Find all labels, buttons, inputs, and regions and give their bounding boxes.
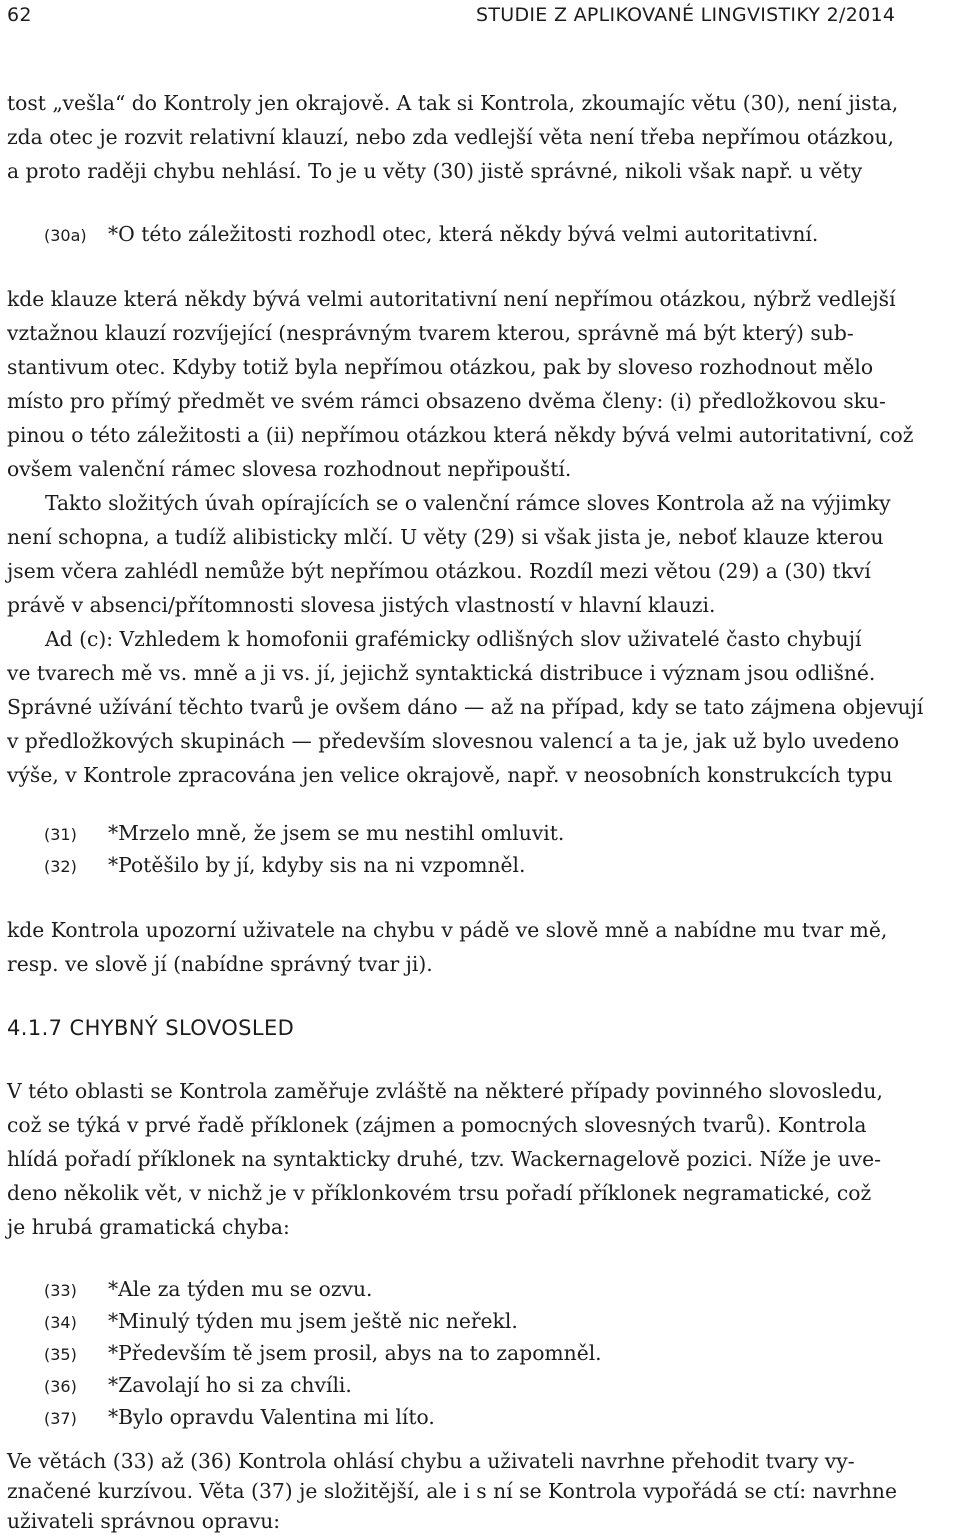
paragraph-line: Ve větách (33) až (36) Kontrola ohlásí chybu a uživateli navrhne přehodit tvary vy- [7,1449,855,1473]
paragraph-line: což se týká v prvé řadě příklonek (zájmen a pomocných slovesných tvarů). Kontrola [7,1113,867,1137]
journal-title: STUDIE Z APLIKOVANÉ LINGVISTIKY 2/2014 [476,4,896,26]
paragraph-line: značené kurzívou. Věta (37) je složitější, ale i s ní se Kontrola vypořádá se ctí: navrhne [7,1479,897,1503]
paragraph-line: je hrubá gramatická chyba: [7,1215,290,1239]
page-number: 62 [7,4,32,26]
paragraph-line: právě v absenci/přítomnosti slovesa jistých vlastností v hlavní klauzi. [7,593,716,617]
paragraph-line: uživateli správnou opravu: [7,1509,281,1533]
paragraph-line: výše, v Kontrole zpracována jen velice okrajově, např. v neosobních konstrukcích typu [7,763,893,787]
section-heading: 4.1.7 CHYBNÝ SLOVOSLED [7,1016,295,1040]
paragraph-line: V této oblasti se Kontrola zaměřuje zvláště na některé případy povinného slovosledu, [7,1079,883,1103]
example-sentence: *Potěšilo by jí, kdyby sis na ni vzpomněl. [108,853,526,877]
example-number: (35) [44,1345,77,1364]
paragraph-line: jsem včera zahlédl nemůže být nepřímou otázkou. Rozdíl mezi větou (29) a (30) tkví [7,559,871,583]
example-sentence: *Ale za týden mu se ozvu. [108,1277,373,1301]
example-number: (31) [44,825,77,844]
paragraph-line: stantivum otec. Kdyby totiž byla nepřímou otázkou, pak by sloveso rozhodnout mělo [7,355,874,379]
paragraph-line: ve tvarech mě vs. mně a ji vs. jí, jejichž syntaktická distribuce i význam jsou odlišné. [7,661,876,685]
example-sentence: *Zavolají ho si za chvíli. [108,1373,352,1397]
paragraph-line: deno několik vět, v nichž je v příklonkovém trsu pořadí příklonek negramatické, což [7,1181,872,1205]
paragraph-line: resp. ve slově jí (nabídne správný tvar ji). [7,952,433,976]
example-sentence: *Mrzelo mně, že jsem se mu nestihl omluvit. [108,821,565,845]
paragraph-line: vztažnou klauzí rozvíjející (nesprávným tvarem kterou, správně má být který) sub- [7,321,854,345]
example-number: (32) [44,857,77,876]
example-number: (37) [44,1409,77,1428]
example-sentence: *Především tě jsem prosil, abys na to zapomněl. [108,1341,602,1365]
paragraph-line: kde Kontrola upozorní uživatele na chybu v pádě ve slově mně a nabídne mu tvar mě, [7,918,888,942]
paragraph-line: místo pro přímý předmět ve svém rámci obsazeno dvěma členy: (i) předložkovou sku- [7,389,886,413]
example-sentence: *O této záležitosti rozhodl otec, která někdy bývá velmi autoritativní. [108,222,819,246]
paragraph-line: ovšem valenční rámec slovesa rozhodnout nepřipouští. [7,457,572,481]
paragraph-line: Ad (c): Vzhledem k homofonii grafémicky odlišných slov uživatelé často chybují [45,627,862,651]
paragraph-line: Takto složitých úvah opírajících se o valenční rámce sloves Kontrola až na výjimky [45,491,891,515]
paragraph-line: v předložkových skupinách — především slovesnou valencí a ta je, jak už bylo uvedeno [7,729,900,753]
example-number: (34) [44,1313,77,1332]
paragraph-line: hlídá pořadí příklonek na syntakticky druhé, tzv. Wackernagelově pozici. Níže je uve- [7,1147,881,1171]
example-sentence: *Bylo opravdu Valentina mi líto. [108,1405,435,1429]
example-number: (33) [44,1281,77,1300]
paragraph-line: není schopna, a tudíž alibisticky mlčí. U věty (29) si však jista je, neboť klauze kterou [7,525,884,549]
paragraph-line: Správné užívání těchto tvarů je ovšem dáno — až na případ, kdy se tato zájmena objevují [7,695,924,719]
paragraph-line: pinou o této záležitosti a (ii) nepřímou otázkou která někdy bývá velmi autoritativní, což [7,423,914,447]
paragraph-line: a proto raději chybu nehlásí. To je u věty (30) jistě správné, nikoli však např. u věty [7,159,863,183]
example-number: (30a) [44,226,87,245]
paragraph-line: tost „vešla“ do Kontroly jen okrajově. A tak si Kontrola, zkoumajíc větu (30), není jista, [7,91,899,115]
paragraph-line: kde klauze která někdy bývá velmi autoritativní není nepřímou otázkou, nýbrž vedlejší [7,287,896,311]
paragraph-line: zda otec je rozvit relativní klauzí, nebo zda vedlejší věta není třeba nepřímou otázkou, [7,125,894,149]
example-number: (36) [44,1377,77,1396]
example-sentence: *Minulý týden mu jsem ještě nic neřekl. [108,1309,518,1333]
